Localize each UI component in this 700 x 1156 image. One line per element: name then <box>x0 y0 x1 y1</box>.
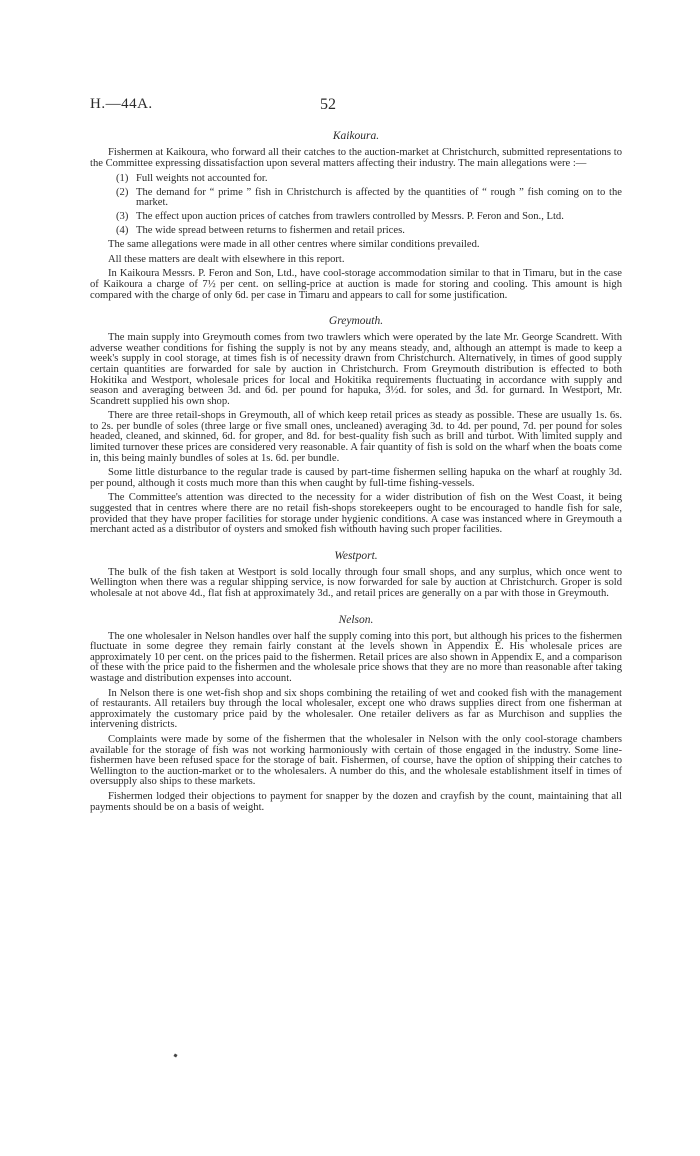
list-item <box>116 188 622 209</box>
page-number: 52 <box>320 96 336 113</box>
list-item-text: The effect upon auction prices of catches from trawlers controlled by Messrs. P. Feron and Son., Ltd. <box>136 210 564 222</box>
section-greymouth <box>90 315 622 536</box>
list-item-number: (1) <box>116 173 129 185</box>
paragraph: Some little disturbance to the regular trade is caused by part-time fishermen selling hapuka on the wharf at roughly 3d. per pound, although it costs much more than this when caught by full-time fishing-vessels. <box>90 467 622 489</box>
list-item-text: The wide spread between returns to fishermen and retail prices. <box>136 224 405 236</box>
section-kaikoura <box>90 130 622 301</box>
paragraph: The Committee's attention was directed to the necessity for a wider distribution of fish on the West Coast, it being suggested that in centres where there are no retail fish-shops storekeepers ought to be encouraged to handle fish for sale, provided that they have proper facilities for storage under hygienic conditions. A case was instanced where in Greymouth a merchant acted as a distributor of oysters and smoked fish withouth having such proper facilities. <box>90 492 622 536</box>
paragraph: In Kaikoura Messrs. P. Feron and Son, Ltd., have cool-storage accommodation similar to that in Timaru, but in the case of Kaikoura a charge of 7½ per cent. on selling-price at auction is made for storing and cooling. This amount is high compared with the charge of only 6d. per case in Timaru and appears to call for some justification. <box>90 268 622 301</box>
paragraph: The bulk of the fish taken at Westport is sold locally through four small shops, and any surplus, which once went to Wellington when there was a regular shipping service, is now forwarded for sale by auction at Christchurch. Groper is sold wholesale at not above 4d., flat fish at approximately 3d., and retail prices are generally on a par with those in Greymouth. <box>90 566 622 599</box>
allegations-list <box>116 174 622 236</box>
paragraph: Fishermen lodged their objections to payment for snapper by the dozen and crayfish by the count, maintaining that all payments should be on a basis of weight. <box>90 790 622 813</box>
list-item-number: (3) <box>116 210 129 222</box>
section-heading-nelson: Nelson. <box>338 613 374 626</box>
paragraph: The one wholesaler in Nelson handles over half the supply coming into this port, but although his prices to the fishermen fluctuate in some degree they remain fairly constant at the levels shown in Appendix E. His wholesale prices are approximately 10 per cent. on the prices paid to the fishermen. Retail prices are also shown in Appendix E, and a comparison of these with the price paid to the fishermen and the wholesale price shows that they are no more than reasonable after taking wastage and distribution expenses into account. <box>90 630 622 684</box>
page-header <box>90 86 622 112</box>
paragraph: All these matters are dealt with elsewhere in this report. <box>108 253 345 265</box>
paragraph: Fishermen at Kaikoura, who forward all their catches to the auction-market at Christchurch, submitted representations to the Committee expressing dissatisfaction upon several matters affecting their industry. The main allegations were :— <box>90 147 622 169</box>
paragraph: Complaints were made by some of the fishermen that the wholesaler in Nelson with the only cool-storage chambers available for the storage of fish was not working harmoniously with certain of those engaged in the industry. Some line-fishermen have been refused space for the storage of bait. Fishermen, of course, have the option of shipping their catches to Wellington to the auction-market or to the wholesalers. A number do this, and the wholesale establishment itself in times of oversupply also ships to these markets. <box>90 733 622 788</box>
paragraph: There are three retail-shops in Greymouth, all of which keep retail prices as steady as possible. These are usually 1s. 6s. to 2s. per bundle of soles (three large or five small ones, uncleaned) averaging 3d. to 4d. per pound, 7d. per pound for soles headed, cleaned, and skinned, 6d. for groper, and 8d. for best-quality fish such as brill and turbot. With limited supply and limited turnover these prices are considered very reasonable. A fair quantity of fish is sold on the wharf when the boats come in, this being mainly bundles of soles at 1s. 6d. per bundle. <box>90 410 622 464</box>
section-heading-kaikoura: Kaikoura. <box>332 130 380 142</box>
section-westport <box>90 550 622 600</box>
document-reference: H.—44A. <box>90 96 153 112</box>
list-item <box>116 212 622 223</box>
paragraph: In Nelson there is one wet-fish shop and six shops combining the retailing of wet and cooked fish with the management of restaurants. All retailers buy through the local wholesaler, except one who draws supplies direct from one fisherman at approximately the customary price paid by the wholesaler. One retailer delivers as far as Murchison and supplies the intervening districts. <box>90 687 622 731</box>
list-item <box>116 226 622 237</box>
paragraph: The same allegations were made in all other centres where similar conditions prevailed. <box>108 239 480 251</box>
section-heading-westport: Westport. <box>334 549 378 562</box>
list-item-text: Full weights not accounted for. <box>136 173 268 185</box>
section-heading-greymouth: Greymouth. <box>328 315 384 328</box>
list-item <box>116 174 622 185</box>
paragraph: The main supply into Greymouth comes from two trawlers which were operated by the late Mr. George Scandrett. With adverse weather conditions for fishing the supply is not by any means steady, and, although an attempt is made to keep a week's supply in cool storage, at times fish is of necessity drawn from Christchurch. Alternatively, in times of good supply certain quantities are forwarded for sale by auction in Christchurch. From Greymouth distribution is effected to both Hokitika and Westport, wholesale prices for local and Hokitika requirements fluctuating in accordance with supply and season and averaging between 3d. and 6d. per pound for hapuka, 3½d. for soles, and 3d. for gurnard. In Westport, Mr. Scandrett supplied his own shop. <box>90 332 622 407</box>
list-item-number: (2) <box>116 186 129 198</box>
section-nelson <box>90 614 622 814</box>
list-item-number: (4) <box>116 224 129 236</box>
list-item-text: The demand for “ prime ” fish in Christchurch is affected by the quantities of “ rough ” fish coming on to the market. <box>136 186 622 209</box>
